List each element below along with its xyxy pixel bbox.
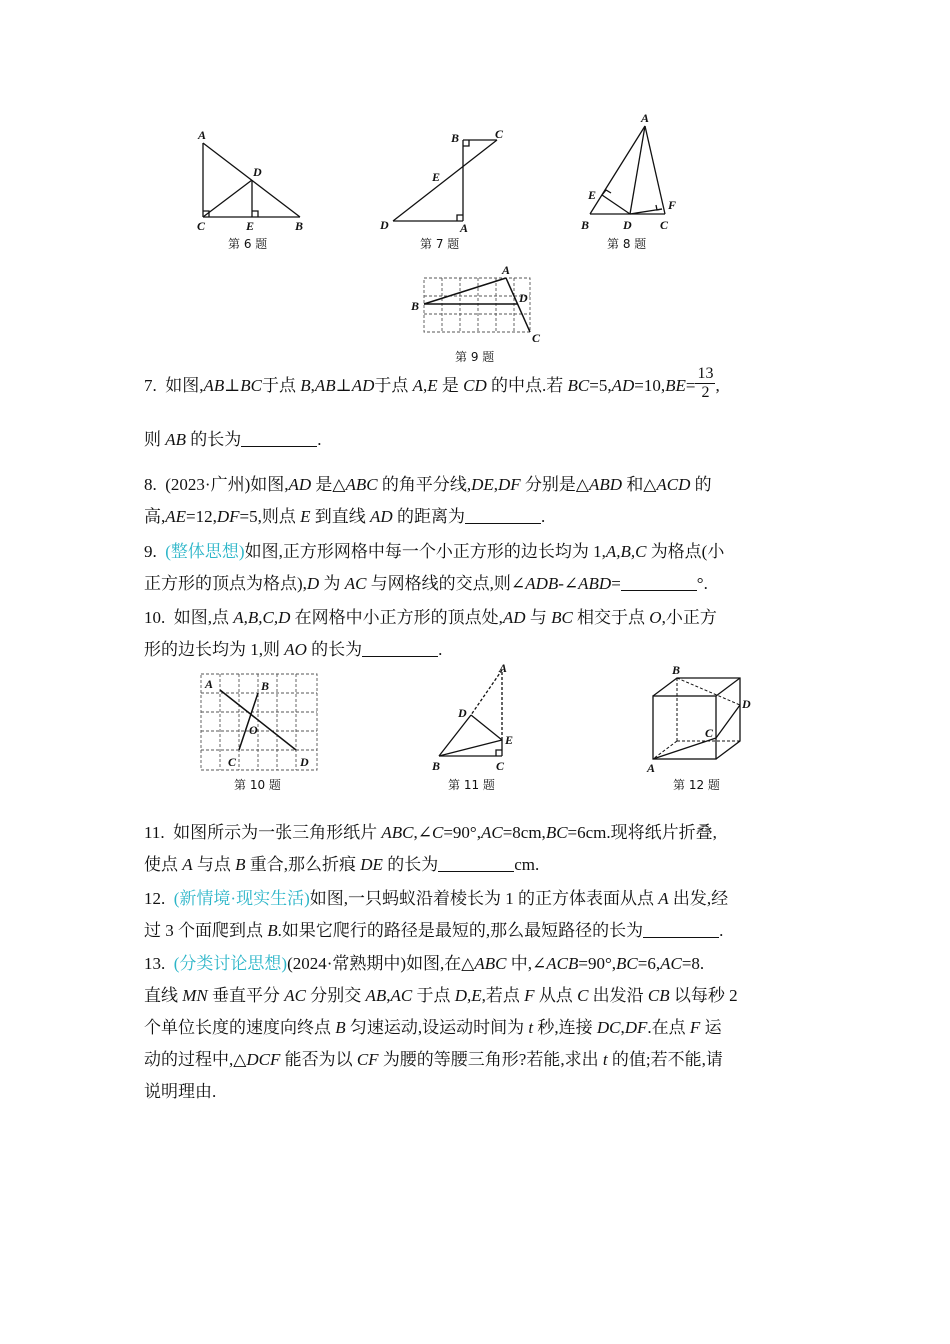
figure-6 [190, 125, 320, 239]
var-D: D [454, 986, 468, 1005]
label-A: A [641, 111, 650, 125]
label-A: A [198, 128, 207, 142]
var-BC: BC [616, 954, 638, 973]
label-B: B [261, 679, 270, 693]
caption-8: 第 8 题 [607, 237, 647, 251]
right-angle-C [496, 750, 502, 756]
var-D: D [306, 574, 320, 593]
text: 于点 [262, 376, 301, 395]
answer-blank[interactable] [621, 572, 697, 591]
text: 出发,经 [668, 889, 729, 908]
text: 出发沿 [588, 986, 648, 1005]
text: 垂直平分 [207, 986, 285, 1005]
caption-10: 第 10 题 [234, 778, 281, 792]
figure-8-svg [575, 108, 685, 233]
var-E: E [300, 507, 311, 526]
text: 形的边长均为 1,则 [144, 640, 285, 659]
right-angle-B [463, 140, 469, 146]
question-number: 8. [144, 475, 157, 494]
var-CF: CF [356, 1050, 379, 1069]
seg-DC [393, 140, 497, 221]
right-angle-F [656, 205, 662, 210]
text: , [386, 986, 391, 1005]
label-B: B [295, 219, 304, 233]
var-F: F [689, 1018, 701, 1037]
text: =8cm, [502, 823, 546, 842]
label-A: A [499, 661, 508, 675]
answer-blank[interactable] [241, 428, 317, 447]
var-AO: AO [284, 640, 307, 659]
text: 为 [323, 574, 345, 593]
label-C: C [495, 127, 504, 141]
label-C: C [705, 726, 714, 740]
perp-symbol: ⊥ [224, 376, 241, 395]
question-10 [144, 602, 804, 666]
label-B: B [672, 663, 681, 677]
text: , [310, 376, 315, 395]
question-11 [144, 817, 804, 881]
figure-11 [425, 660, 525, 779]
var-BC: BC [545, 823, 568, 842]
var-F: F [524, 986, 535, 1005]
figure-9 [405, 262, 550, 351]
text: =90°, [578, 954, 616, 973]
text: 于点 [412, 986, 455, 1005]
text: .如果它爬行的路径是最短的,那么最短路径的长为 [277, 921, 644, 940]
text: . [540, 507, 546, 526]
hidden-edge [653, 741, 677, 759]
var-E: E [471, 986, 482, 1005]
label-D: D [458, 706, 467, 720]
text: 的距离为 [392, 507, 465, 526]
text: 匀速运动,设运动时间为 [345, 1018, 529, 1037]
seg-BA [424, 278, 506, 304]
var-ABC: A,B,C [605, 542, 647, 561]
var-AC: AC [344, 574, 367, 593]
grid [424, 278, 530, 332]
var-BC: BC [240, 376, 263, 395]
figure-12 [640, 660, 760, 779]
figure-8 [575, 108, 685, 237]
var-DE: DE [360, 855, 383, 874]
label-B: B [432, 759, 441, 773]
text: 如图, [165, 376, 204, 395]
right-angle-E [252, 211, 258, 217]
var-t: t [528, 1018, 534, 1037]
label-B: B [451, 131, 460, 145]
var-DCF: DCF [246, 1050, 281, 1069]
text: 如图,一只蚂蚁沿着棱长为 1 的正方体表面从点 [309, 889, 659, 908]
question-13 [144, 948, 804, 1108]
var-O: O [649, 608, 662, 627]
var-B: B [235, 855, 246, 874]
text: =8. [681, 954, 705, 973]
label-A: A [460, 221, 469, 235]
perp-symbol: ⊥ [335, 376, 352, 395]
caption-12: 第 12 题 [673, 778, 720, 792]
text: °. [696, 574, 708, 593]
text: 直线 [144, 986, 183, 1005]
text: ,小正方 [661, 608, 717, 627]
answer-blank[interactable] [438, 853, 514, 872]
text: 以每秒 2 [669, 986, 738, 1005]
var-BC: BC [567, 376, 590, 395]
text: 如图所示为一张三角形纸片 [173, 823, 382, 842]
text: -∠ [558, 574, 579, 593]
text: 正方形的顶点为格点), [144, 574, 307, 593]
var-B: B [335, 1018, 346, 1037]
seg-AC [506, 278, 530, 332]
right-angle-E [602, 190, 611, 195]
label-C: C [532, 331, 541, 345]
label-E: E [588, 188, 597, 202]
var-ACD: ACD [656, 475, 691, 494]
path-CD [716, 705, 740, 738]
var-BE: BE [665, 376, 686, 395]
var-ABC: ABC [474, 954, 507, 973]
question-number: 7. [144, 376, 157, 395]
text: 到直线 [310, 507, 371, 526]
text: 的值;若不能,请 [607, 1050, 723, 1069]
text: , [620, 1018, 625, 1037]
text: 的长为 [186, 430, 242, 449]
text: 则 [144, 430, 166, 449]
text: 与网格线的交点,则∠ [370, 574, 526, 593]
seg-BC [239, 693, 258, 750]
var-AD: AD [611, 376, 635, 395]
caption-6: 第 6 题 [228, 237, 268, 251]
cube-top-right-edges [653, 678, 740, 759]
text: 的长为 [306, 640, 363, 659]
text: , [493, 475, 499, 494]
var-B: B [300, 376, 311, 395]
label-A: A [647, 761, 656, 775]
answer-blank[interactable] [465, 505, 541, 524]
text: ,若点 [481, 986, 525, 1005]
var-AC: AC [660, 954, 682, 973]
label-D: D [742, 697, 751, 711]
var-AB: AB [365, 986, 387, 1005]
label-E: E [432, 170, 441, 184]
text: 能否为以 [280, 1050, 357, 1069]
label-O: O [249, 723, 258, 737]
question-8 [144, 469, 804, 533]
seg-CD [203, 180, 252, 217]
label-C: C [197, 219, 206, 233]
question-number: 11. [144, 823, 165, 842]
question-number: 12. [144, 889, 166, 908]
var-CB: CB [647, 986, 670, 1005]
text: , [467, 986, 472, 1005]
caption-9: 第 9 题 [455, 350, 495, 364]
text: 是 [441, 376, 464, 395]
text: 的长为 [382, 855, 439, 874]
var-ACB: ACB [546, 954, 579, 973]
text: , [423, 376, 428, 395]
text: 如图,在△ [406, 954, 475, 973]
text: =12, [186, 507, 217, 526]
var-AC: AC [390, 986, 413, 1005]
text: 相交于点 [577, 608, 650, 627]
figure-10-svg [195, 668, 325, 778]
seg-BE [439, 740, 502, 756]
label-D: D [519, 291, 528, 305]
text: 说明理由. [144, 1082, 217, 1101]
label-C: C [228, 755, 237, 769]
label-B: B [411, 299, 420, 313]
fraction-13-2 [695, 365, 715, 402]
text: cm. [514, 855, 540, 874]
figure-7-svg [375, 125, 515, 235]
var-AD: AD [351, 376, 375, 395]
text: 中,∠ [510, 954, 547, 973]
var-t: t [602, 1050, 608, 1069]
text: .在点 [647, 1018, 690, 1037]
source-tag: (2024·常熟期中) [287, 954, 407, 973]
label-D: D [623, 218, 632, 232]
fraction-denominator: 2 [701, 383, 710, 401]
var-AB: AB [203, 376, 225, 395]
var-AB: AB [314, 376, 336, 395]
text: 与点 [196, 855, 236, 874]
text: 如图,正方形网格中每一个小正方形的边长均为 1, [244, 542, 606, 561]
var-C: C [431, 823, 444, 842]
label-C: C [496, 759, 505, 773]
path-BD [677, 678, 740, 705]
text: 于点 [374, 376, 413, 395]
cube-edge [716, 678, 740, 696]
text: 的 [694, 475, 712, 494]
text: . [317, 430, 322, 449]
text: 分别是△ [524, 475, 590, 494]
var-ABCD: A,B,C,D [233, 608, 291, 627]
var-DF: DF [624, 1018, 648, 1037]
text: 运 [700, 1018, 722, 1037]
figure-10 [195, 668, 325, 782]
var-AB: AB [165, 430, 187, 449]
question-7-line2 [144, 424, 804, 456]
question-7 [144, 364, 804, 402]
text: 为格点(小 [650, 542, 725, 561]
text: 过 3 个面爬到点 [144, 921, 268, 940]
text: 为腰的等腰三角形?若能,求出 [378, 1050, 603, 1069]
seg-AD-dashed [471, 670, 502, 715]
label-D: D [380, 218, 389, 232]
text: =10, [634, 376, 666, 395]
var-E: E [427, 376, 438, 395]
question-9 [144, 536, 804, 600]
seg-DE [471, 715, 502, 740]
label-E: E [505, 733, 514, 747]
seg-AC [645, 126, 665, 214]
var-DF: DF [498, 475, 521, 494]
text: , [715, 376, 720, 395]
figure-6-svg [190, 125, 320, 235]
var-ABC: ABC [345, 475, 378, 494]
text: 分别交 [305, 986, 366, 1005]
seg-DE [602, 195, 630, 214]
label-F: F [668, 198, 677, 212]
source-tag: (2023·广州) [165, 475, 251, 494]
figure-11-svg [425, 660, 525, 775]
var-AD: AD [370, 507, 393, 526]
seg-AB [590, 126, 645, 214]
var-MN: MN [182, 986, 208, 1005]
var-ABC: ABC [381, 823, 414, 842]
var-AD: AD [288, 475, 312, 494]
question-number: 9. [144, 542, 157, 561]
label-A: A [502, 263, 511, 277]
var-B: B [267, 921, 278, 940]
label-D: D [300, 755, 309, 769]
text: 使点 [144, 855, 183, 874]
figure-9-svg [405, 262, 550, 347]
text: . [438, 640, 443, 659]
label-D: D [253, 165, 262, 179]
var-A: A [182, 855, 193, 874]
caption-7: 第 7 题 [420, 237, 460, 251]
var-ADB: ADB [525, 574, 559, 593]
text: 的中点.若 [491, 376, 568, 395]
var-CD: CD [463, 376, 487, 395]
text: = [611, 574, 621, 593]
answer-blank[interactable] [643, 919, 719, 938]
var-ABD: ABD [589, 475, 623, 494]
question-number: 13. [144, 954, 166, 973]
var-BC: BC [551, 608, 573, 627]
label-E: E [246, 219, 255, 233]
text: =5, [589, 376, 612, 395]
text: 高, [144, 507, 166, 526]
var-C: C [577, 986, 589, 1005]
text: 在网格中小正方形的顶点处, [294, 608, 503, 627]
text: =5,则点 [239, 507, 301, 526]
question-12 [144, 883, 804, 947]
var-AC: AC [284, 986, 306, 1005]
text: =6cm.现将纸片折叠, [567, 823, 717, 842]
var-A: A [658, 889, 669, 908]
text: ,∠ [413, 823, 432, 842]
text: 如图, [250, 475, 289, 494]
text: 动的过程中,△ [144, 1050, 247, 1069]
text: 是△ [315, 475, 346, 494]
text: = [685, 376, 696, 395]
var-ABD: ABD [578, 574, 612, 593]
label-B: B [581, 218, 590, 232]
topic-tag: (新情境·现实生活) [173, 889, 310, 908]
figure-12-svg [640, 660, 760, 775]
answer-blank[interactable] [362, 638, 438, 657]
text: 个单位长度的速度向终点 [144, 1018, 336, 1037]
text: 如图,点 [173, 608, 234, 627]
figure-7 [375, 125, 515, 239]
var-DE: DE [471, 475, 494, 494]
topic-tag: (分类讨论思想) [173, 954, 288, 973]
text: . [719, 921, 724, 940]
text: 从点 [534, 986, 578, 1005]
topic-tag: (整体思想) [165, 542, 245, 561]
var-A: A [412, 376, 423, 395]
var-AE: AE [165, 507, 187, 526]
text: 重合,那么折痕 [245, 855, 361, 874]
var-AC: AC [480, 823, 503, 842]
label-C: C [660, 218, 669, 232]
caption-11: 第 11 题 [448, 778, 495, 792]
text: =6, [637, 954, 661, 973]
fraction-numerator: 13 [697, 364, 714, 382]
text: 秒,连接 [533, 1018, 597, 1037]
label-A: A [205, 677, 214, 691]
text: =90°, [443, 823, 481, 842]
seg-DB [439, 715, 471, 756]
var-DC: DC [596, 1018, 621, 1037]
question-number: 10. [144, 608, 166, 627]
text: 和△ [626, 475, 657, 494]
var-AD: AD [502, 608, 526, 627]
var-DF: DF [216, 507, 240, 526]
text: 与 [529, 608, 552, 627]
text: 的角平分线, [381, 475, 472, 494]
